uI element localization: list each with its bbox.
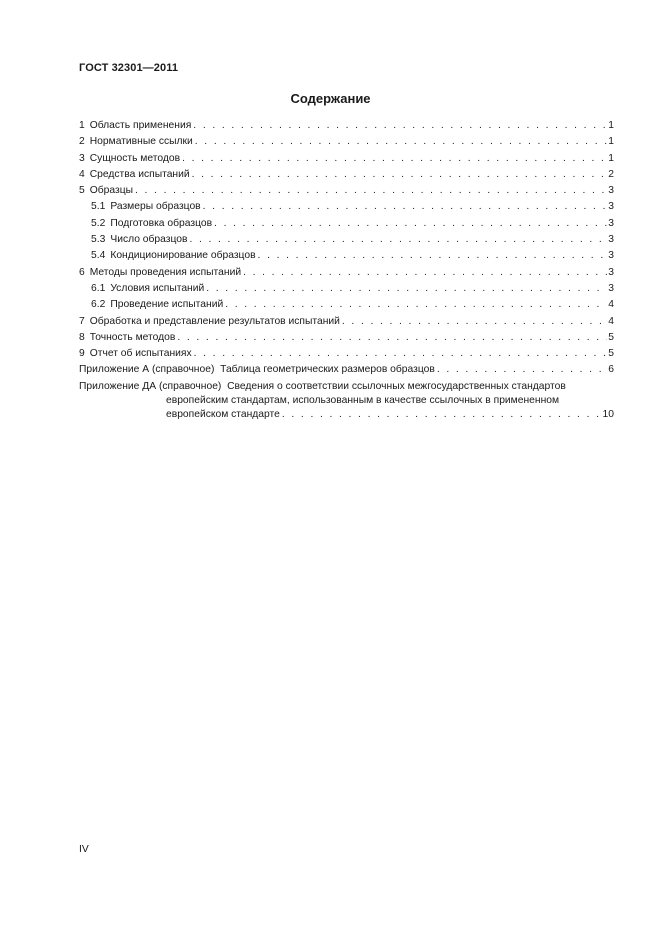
toc-annex-da[interactable] — [79, 380, 614, 422]
toc-entry-page: 3 — [608, 282, 614, 294]
dot-leader — [177, 330, 607, 346]
toc-entry-page: 4 — [608, 315, 614, 327]
annex-label: Приложение А (справочное) — [79, 364, 215, 376]
dot-leader — [203, 199, 608, 215]
toc-entry[interactable] — [79, 314, 614, 330]
toc-entry-number: 7 — [79, 315, 85, 327]
dot-leader — [135, 183, 607, 199]
toc-entry-number: 6 — [79, 266, 85, 278]
toc-entry-number: 5.4 — [91, 250, 106, 262]
toc-entry-title: Размеры образцов — [110, 201, 201, 213]
dot-leader — [194, 346, 608, 362]
toc-entry-title: Обработка и представление результатов испытаний — [89, 315, 340, 327]
toc-entry[interactable] — [79, 134, 614, 150]
toc-entry-page: 3 — [608, 201, 614, 213]
toc-entry-page: 1 — [608, 136, 614, 148]
toc-entry-number: 5.3 — [91, 234, 106, 246]
toc-entry-number: 9 — [79, 348, 85, 360]
toc-subentry[interactable] — [79, 248, 614, 264]
dot-leader — [243, 265, 607, 281]
page-number: IV — [79, 844, 89, 855]
toc-entry-number: 3 — [79, 152, 85, 164]
toc-entry-page: 6 — [608, 364, 614, 376]
toc-entry-title: Условия испытаний — [110, 282, 205, 294]
annex-title: Таблица геометрических размеров образцов — [220, 364, 435, 376]
toc-entry-title: Нормативные ссылки — [89, 136, 193, 148]
toc-subentry[interactable] — [79, 297, 614, 313]
toc-entry-page: 1 — [608, 152, 614, 164]
toc-entry-page: 5 — [608, 348, 614, 360]
toc-subentry[interactable] — [79, 216, 614, 232]
toc-entry-title: Точность методов — [89, 331, 176, 343]
document-code: ГОСТ 32301—2011 — [79, 62, 179, 74]
toc-entry-page: 4 — [608, 299, 614, 311]
toc-entry-number: 6.1 — [91, 282, 106, 294]
toc-entry-page: 1 — [608, 120, 614, 131]
toc-entry-title: Отчет об испытаниях — [89, 348, 192, 360]
toc-entry-title: Подготовка образцов — [110, 217, 213, 229]
toc-entry-number: 8 — [79, 331, 85, 343]
dot-leader — [193, 118, 607, 134]
annex-title-line1: Сведения о соответствии ссылочных межгосударственных стандартов — [227, 380, 566, 392]
toc-subentry[interactable] — [79, 281, 614, 297]
toc-entry-page: 2 — [608, 168, 614, 180]
toc-entry-title: Число образцов — [110, 234, 188, 246]
toc-entry[interactable] — [79, 265, 614, 281]
toc-entry[interactable] — [79, 118, 614, 134]
toc-entry-title: Методы проведения испытаний — [89, 266, 242, 278]
dot-leader — [225, 297, 607, 313]
dot-leader — [206, 281, 607, 297]
dot-leader — [258, 248, 608, 264]
annex-title-line3: европейском стандарте — [166, 408, 280, 420]
toc-entry-number: 1 — [79, 120, 85, 131]
toc-entry[interactable] — [79, 346, 614, 362]
dot-leader — [195, 134, 607, 150]
toc-entry-number: 5.2 — [91, 217, 106, 229]
toc-entry-number: 4 — [79, 168, 85, 180]
toc-entry-page: 3 — [608, 266, 614, 278]
dot-leader — [192, 167, 608, 183]
toc-entry-page: 5 — [608, 331, 614, 343]
annex-label: Приложение ДА (справочное) — [79, 380, 222, 392]
toc-entry-title: Кондиционирование образцов — [110, 250, 256, 262]
toc-entry-page: 3 — [608, 250, 614, 262]
dot-leader — [214, 216, 607, 232]
toc-entry-title: Средства испытаний — [89, 168, 190, 180]
toc-entry-title: Образцы — [89, 185, 133, 197]
toc-entry[interactable] — [79, 330, 614, 346]
toc-entry-title: Область применения — [89, 120, 192, 131]
toc-entry-page: 3 — [608, 185, 614, 197]
toc-entry-number: 5 — [79, 185, 85, 197]
toc-entry-number: 6.2 — [91, 299, 106, 311]
toc-subentry[interactable] — [79, 232, 614, 248]
toc-entry-title: Проведение испытаний — [110, 299, 224, 311]
toc-entry-page: 3 — [608, 234, 614, 246]
toc-entry[interactable] — [79, 183, 614, 199]
toc-entry-number: 2 — [79, 136, 85, 148]
annex-title-line2: европейским стандартам, использованным в качестве ссылочных в примененном — [166, 394, 560, 406]
table-of-contents — [79, 118, 614, 422]
toc-entry-page: 10 — [602, 408, 614, 420]
dot-leader — [282, 408, 602, 422]
toc-entry-title: Сущность методов — [89, 152, 181, 164]
dot-leader — [182, 151, 607, 167]
dot-leader — [437, 362, 607, 378]
toc-entry[interactable] — [79, 167, 614, 183]
toc-entry-number: 5.1 — [91, 201, 106, 213]
page-title: Содержание — [290, 91, 371, 106]
toc-subentry[interactable] — [79, 199, 614, 215]
toc-entry-page: 3 — [608, 217, 614, 229]
dot-leader — [342, 314, 607, 330]
toc-annex-a[interactable] — [79, 362, 614, 378]
toc-entry[interactable] — [79, 151, 614, 167]
dot-leader — [189, 232, 607, 248]
